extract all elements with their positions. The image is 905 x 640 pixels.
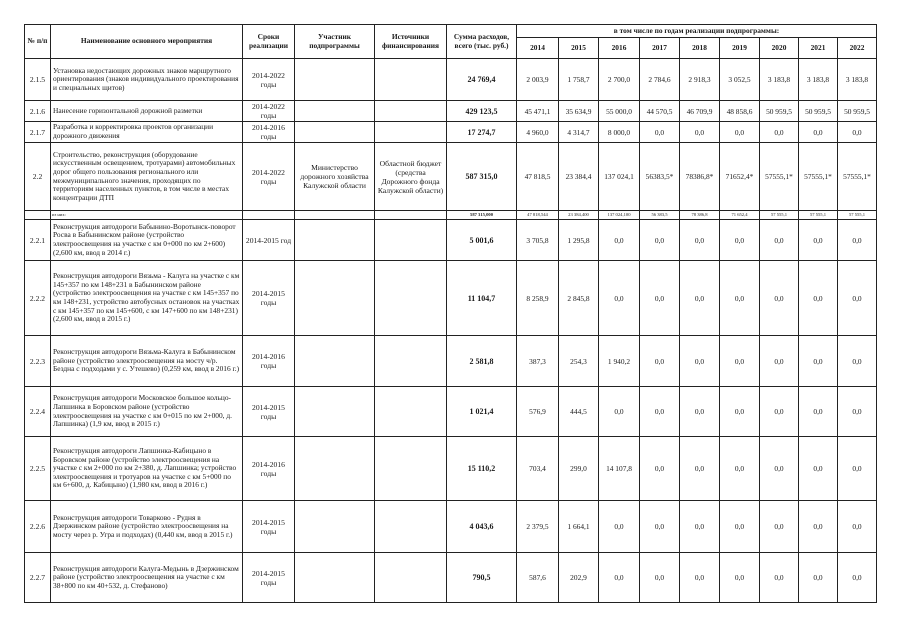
row-name: Реконструкция автодороги Товарково - Рудня в Дзержинском районе (устройство электроосвещения на мосту через р. Угра и подходах) (0,440 км, ввод в 2015 г.) bbox=[51, 501, 243, 553]
year-value: 703,4 bbox=[517, 437, 559, 501]
row-num: 2.2.7 bbox=[25, 553, 51, 603]
row-num: 2.2.2 bbox=[25, 261, 51, 336]
year-value: 4 314,7 bbox=[559, 122, 599, 143]
row-total: 587 315,0 bbox=[447, 143, 517, 211]
document-sheet bbox=[24, 24, 877, 603]
header-year: 2019 bbox=[720, 38, 760, 59]
year-value: 0,0 bbox=[640, 437, 680, 501]
table-row bbox=[25, 101, 877, 122]
header-year: 2022 bbox=[838, 38, 877, 59]
year-value: 0,0 bbox=[799, 437, 838, 501]
row-name: Разработка и корректировка проектов организации дорожного движения bbox=[51, 122, 243, 143]
table-row bbox=[25, 336, 877, 387]
year-value: 0,0 bbox=[760, 336, 799, 387]
year-value: 1 758,7 bbox=[559, 59, 599, 101]
year-value: 56383,5* bbox=[640, 143, 680, 211]
budget-table bbox=[24, 24, 877, 603]
row-num: 2.2.4 bbox=[25, 387, 51, 437]
year-value: 0,0 bbox=[720, 501, 760, 553]
row-period: 2014-2016 годы bbox=[243, 336, 295, 387]
year-value: 0,0 bbox=[640, 336, 680, 387]
row-period: 2014-2022 годы bbox=[243, 143, 295, 211]
row-period: 2014-2016 годы bbox=[243, 437, 295, 501]
year-value: 3 183,8 bbox=[799, 59, 838, 101]
header-year: 2020 bbox=[760, 38, 799, 59]
row-num: 2.2.3 bbox=[25, 336, 51, 387]
header-period: Сроки реализации bbox=[243, 25, 295, 59]
year-value: 0,0 bbox=[720, 261, 760, 336]
year-value: 56 383,5 bbox=[640, 211, 680, 220]
year-value: 0,0 bbox=[799, 336, 838, 387]
year-value: 0,0 bbox=[838, 553, 877, 603]
year-value: 57 555,1 bbox=[760, 211, 799, 220]
table-row bbox=[25, 220, 877, 261]
year-value: 0,0 bbox=[799, 501, 838, 553]
row-participant bbox=[295, 261, 375, 336]
year-value: 0,0 bbox=[799, 220, 838, 261]
year-value: 0,0 bbox=[760, 501, 799, 553]
year-value: 78386,8* bbox=[680, 143, 720, 211]
year-value: 3 705,8 bbox=[517, 220, 559, 261]
year-value: 44 570,5 bbox=[640, 101, 680, 122]
year-value: 55 000,0 bbox=[599, 101, 640, 122]
row-total: 587 315,000 bbox=[447, 211, 517, 220]
year-value: 0,0 bbox=[838, 261, 877, 336]
row-num bbox=[25, 211, 51, 220]
row-name: Реконструкция автодороги Вязьма-Калуга в Бабынинском районе (устройство электроосвещения на мосту ч/р. Бездна с подходами у с. Утешево) (0,259 км, ввод в 2016 г.) bbox=[51, 336, 243, 387]
year-value: 0,0 bbox=[640, 501, 680, 553]
table-row bbox=[25, 437, 877, 501]
table-row bbox=[25, 122, 877, 143]
year-value: 444,5 bbox=[559, 387, 599, 437]
year-value: 0,0 bbox=[680, 122, 720, 143]
header-years-title: в том числе по годам реализации подпрограммы: bbox=[517, 25, 877, 38]
table-row bbox=[25, 211, 877, 220]
table-row bbox=[25, 261, 877, 336]
year-value: 23 384,400 bbox=[559, 211, 599, 220]
row-total: 429 123,5 bbox=[447, 101, 517, 122]
year-value: 0,0 bbox=[680, 437, 720, 501]
year-value: 2 379,5 bbox=[517, 501, 559, 553]
year-value: 0,0 bbox=[599, 220, 640, 261]
row-total: 11 104,7 bbox=[447, 261, 517, 336]
year-value: 0,0 bbox=[720, 437, 760, 501]
row-num: 2.2 bbox=[25, 143, 51, 211]
row-num: 2.1.5 bbox=[25, 59, 51, 101]
year-value: 0,0 bbox=[760, 261, 799, 336]
header-source: Источники финансирования bbox=[375, 25, 447, 59]
year-value: 0,0 bbox=[799, 261, 838, 336]
row-total: 15 110,2 bbox=[447, 437, 517, 501]
header-name: Наименование основного мероприятия bbox=[51, 25, 243, 59]
row-source bbox=[375, 553, 447, 603]
year-value: 254,3 bbox=[559, 336, 599, 387]
year-value: 0,0 bbox=[760, 437, 799, 501]
year-value: 0,0 bbox=[799, 553, 838, 603]
row-total: 4 043,6 bbox=[447, 501, 517, 553]
row-name: Реконструкция автодороги Московское большое кольцо-Лапшинка в Боровском районе (устройство электроосвещения на участке с км 0+015 по км 2+000, д. Лапшинка) (1,9 км, ввод в 2015 г.) bbox=[51, 387, 243, 437]
year-value: 587,6 bbox=[517, 553, 559, 603]
row-total: 17 274,7 bbox=[447, 122, 517, 143]
table-row bbox=[25, 387, 877, 437]
year-value: 57555,1* bbox=[799, 143, 838, 211]
header-year: 2021 bbox=[799, 38, 838, 59]
row-source bbox=[375, 387, 447, 437]
year-value: 0,0 bbox=[680, 387, 720, 437]
row-name: Нанесение горизонтальной дорожной разметки bbox=[51, 101, 243, 122]
year-value: 0,0 bbox=[599, 553, 640, 603]
year-value: 2 700,0 bbox=[599, 59, 640, 101]
row-num: 2.2.6 bbox=[25, 501, 51, 553]
row-source bbox=[375, 336, 447, 387]
year-value: 0,0 bbox=[680, 553, 720, 603]
row-source bbox=[375, 101, 447, 122]
year-value: 0,0 bbox=[680, 501, 720, 553]
year-value: 0,0 bbox=[680, 220, 720, 261]
year-value: 0,0 bbox=[720, 336, 760, 387]
year-value: 71652,4* bbox=[720, 143, 760, 211]
year-value: 0,0 bbox=[760, 387, 799, 437]
year-value: 0,0 bbox=[799, 122, 838, 143]
year-value: 0,0 bbox=[838, 387, 877, 437]
header-participant: Участник подпрограммы bbox=[295, 25, 375, 59]
year-value: 78 386,8 bbox=[680, 211, 720, 220]
row-source: Областной бюджет (средства Дорожного фонда Калужской области) bbox=[375, 143, 447, 211]
year-value: 35 634,9 bbox=[559, 101, 599, 122]
row-participant: Министерство дорожного хозяйства Калужской области bbox=[295, 143, 375, 211]
row-num: 2.1.6 bbox=[25, 101, 51, 122]
row-participant bbox=[295, 501, 375, 553]
year-value: 2 845,8 bbox=[559, 261, 599, 336]
row-num: 2.1.7 bbox=[25, 122, 51, 143]
row-total: 24 769,4 bbox=[447, 59, 517, 101]
year-value: 0,0 bbox=[599, 387, 640, 437]
header-num: № п/п bbox=[25, 25, 51, 59]
year-value: 46 709,9 bbox=[680, 101, 720, 122]
year-value: 71 652,4 bbox=[720, 211, 760, 220]
table-row bbox=[25, 59, 877, 101]
year-value: 45 471,1 bbox=[517, 101, 559, 122]
year-value: 0,0 bbox=[640, 220, 680, 261]
year-value: 47 818,544 bbox=[517, 211, 559, 220]
year-value: 0,0 bbox=[760, 122, 799, 143]
year-value: 0,0 bbox=[640, 387, 680, 437]
year-value: 0,0 bbox=[640, 122, 680, 143]
year-value: 2 918,3 bbox=[680, 59, 720, 101]
row-period: 2014-2015 годы bbox=[243, 553, 295, 603]
year-value: 202,9 bbox=[559, 553, 599, 603]
year-value: 0,0 bbox=[680, 261, 720, 336]
row-period: 2014-2015 годы bbox=[243, 261, 295, 336]
row-source bbox=[375, 220, 447, 261]
row-participant bbox=[295, 553, 375, 603]
year-value: 1 295,8 bbox=[559, 220, 599, 261]
year-value: 0,0 bbox=[640, 553, 680, 603]
row-period: 2014-2016 годы bbox=[243, 122, 295, 143]
row-participant bbox=[295, 387, 375, 437]
year-value: 3 183,8 bbox=[838, 59, 877, 101]
year-value: 2 003,9 bbox=[517, 59, 559, 101]
year-value: 8 000,0 bbox=[599, 122, 640, 143]
header-year: 2014 bbox=[517, 38, 559, 59]
header-year: 2017 bbox=[640, 38, 680, 59]
year-value: 0,0 bbox=[599, 261, 640, 336]
year-value: 0,0 bbox=[799, 387, 838, 437]
year-value: 57555,1* bbox=[760, 143, 799, 211]
year-value: 2 784,6 bbox=[640, 59, 680, 101]
row-period: 2014-2015 год bbox=[243, 220, 295, 261]
year-value: 3 052,5 bbox=[720, 59, 760, 101]
year-value: 0,0 bbox=[838, 220, 877, 261]
year-value: 14 107,8 bbox=[599, 437, 640, 501]
year-value: 0,0 bbox=[838, 122, 877, 143]
year-value: 0,0 bbox=[599, 501, 640, 553]
row-participant bbox=[295, 59, 375, 101]
row-name: Реконструкция автодороги Бабынино-Воротынск-поворот Росва в Бабынинском районе (устройство электроосвещения на участке с км 0+000 по км 2+600) (2,600 км, ввод в 2014 г.) bbox=[51, 220, 243, 261]
year-value: 57 555,1 bbox=[799, 211, 838, 220]
row-total: 790,5 bbox=[447, 553, 517, 603]
year-value: 0,0 bbox=[720, 387, 760, 437]
row-source bbox=[375, 261, 447, 336]
year-value: 0,0 bbox=[680, 336, 720, 387]
year-value: 576,9 bbox=[517, 387, 559, 437]
year-value: 4 960,0 bbox=[517, 122, 559, 143]
table-row bbox=[25, 143, 877, 211]
row-period: 2014-2022 годы bbox=[243, 59, 295, 101]
row-participant bbox=[295, 437, 375, 501]
row-name: Реконструкция автодороги Калуга-Медынь в Дзержинском районе (устройство электроосвещения на участке с км 38+800 по км 40+532, д. Стефаново) bbox=[51, 553, 243, 603]
header-year: 2015 bbox=[559, 38, 599, 59]
header-year: 2016 bbox=[599, 38, 640, 59]
row-total: 1 021,4 bbox=[447, 387, 517, 437]
year-value: 137 024,1 bbox=[599, 143, 640, 211]
row-participant bbox=[295, 101, 375, 122]
row-total: 2 581,8 bbox=[447, 336, 517, 387]
row-name: из них: bbox=[51, 211, 243, 220]
year-value: 1 940,2 bbox=[599, 336, 640, 387]
year-value: 47 818,5 bbox=[517, 143, 559, 211]
year-value: 50 959,5 bbox=[838, 101, 877, 122]
year-value: 0,0 bbox=[720, 553, 760, 603]
row-name: Реконструкция автодороги Лапшинка-Кабицыно в Боровском районе (устройство электроосвещения на участке с км 2+000 по км 2+380, д. Лапшинка; устройство электроосвещения и тротуаров на участке с км 5+000 по км 6+600, д. Кабицыно) (1,980 км, ввод в 2016 г.) bbox=[51, 437, 243, 501]
row-period: 2014-2015 годы bbox=[243, 501, 295, 553]
row-name: Строительство, реконструкция (оборудование искусственным освещением, тротуарами) автомобильных дорог общего пользования регионального или межмуниципального значения, проходящих по территориям населенных пунктов, в том числе в местах концентрации ДТП bbox=[51, 143, 243, 211]
row-name: Установка недостающих дорожных знаков маршрутного ориентирования (знаков индивидуального проектирования и специальных щитов) bbox=[51, 59, 243, 101]
year-value: 0,0 bbox=[760, 553, 799, 603]
row-participant bbox=[295, 211, 375, 220]
row-source bbox=[375, 122, 447, 143]
year-value: 48 858,6 bbox=[720, 101, 760, 122]
year-value: 0,0 bbox=[838, 437, 877, 501]
year-value: 50 959,5 bbox=[799, 101, 838, 122]
year-value: 0,0 bbox=[838, 501, 877, 553]
row-source bbox=[375, 59, 447, 101]
row-period: 2014-2022 годы bbox=[243, 101, 295, 122]
year-value: 1 664,1 bbox=[559, 501, 599, 553]
year-value: 0,0 bbox=[720, 122, 760, 143]
year-value: 8 258,9 bbox=[517, 261, 559, 336]
year-value: 0,0 bbox=[838, 336, 877, 387]
year-value: 0,0 bbox=[760, 220, 799, 261]
row-source bbox=[375, 501, 447, 553]
table-row bbox=[25, 553, 877, 603]
year-value: 3 183,8 bbox=[760, 59, 799, 101]
year-value: 387,3 bbox=[517, 336, 559, 387]
header-total: Сумма расходов, всего (тыс. руб.) bbox=[447, 25, 517, 59]
year-value: 0,0 bbox=[640, 261, 680, 336]
year-value: 50 959,5 bbox=[760, 101, 799, 122]
row-period: 2014-2015 годы bbox=[243, 387, 295, 437]
row-name: Реконструкция автодороги Вязьма - Калуга на участке с км 145+357 по км 148+231 в Бабынинском районе (устройство электроосвещения на участке с км 145+357 по км 148+231, устройство автобусных остановок на участках с км 145+357 по км 145+600, с км 147+600 по км 148+231) (2,600 км, ввод в 2015 г.) bbox=[51, 261, 243, 336]
row-participant bbox=[295, 220, 375, 261]
row-participant bbox=[295, 122, 375, 143]
row-total: 5 001,6 bbox=[447, 220, 517, 261]
year-value: 137 024,100 bbox=[599, 211, 640, 220]
row-source bbox=[375, 211, 447, 220]
table-row bbox=[25, 501, 877, 553]
year-value: 57555,1* bbox=[838, 143, 877, 211]
year-value: 23 384,4 bbox=[559, 143, 599, 211]
year-value: 57 555,1 bbox=[838, 211, 877, 220]
row-num: 2.2.5 bbox=[25, 437, 51, 501]
year-value: 0,0 bbox=[720, 220, 760, 261]
header-year: 2018 bbox=[680, 38, 720, 59]
row-source bbox=[375, 437, 447, 501]
row-period bbox=[243, 211, 295, 220]
year-value: 299,0 bbox=[559, 437, 599, 501]
row-num: 2.2.1 bbox=[25, 220, 51, 261]
row-participant bbox=[295, 336, 375, 387]
